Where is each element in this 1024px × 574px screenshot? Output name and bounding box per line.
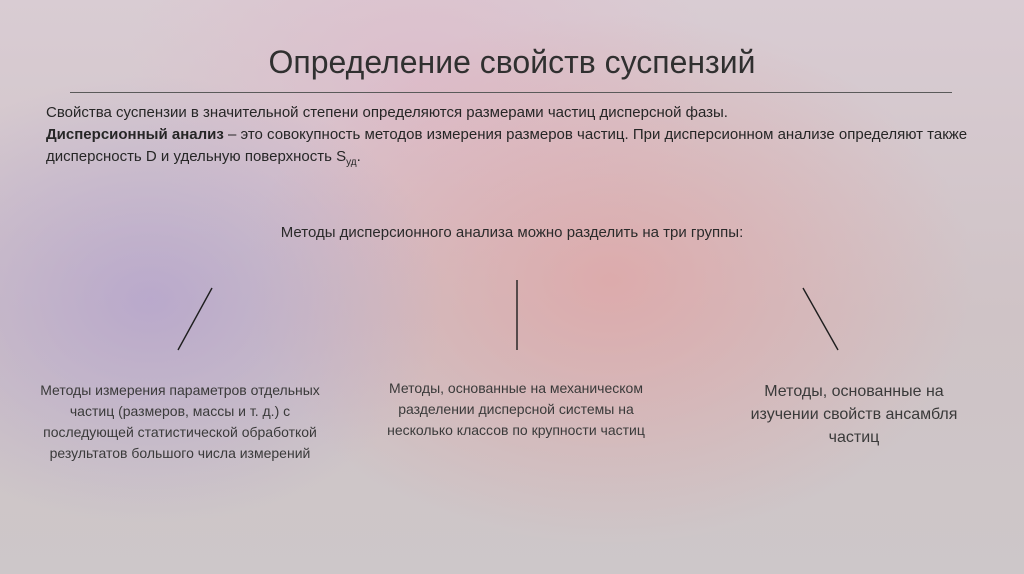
method-1-line: последующей статистической обработкой <box>43 424 317 440</box>
method-3-line: Методы, основанные на <box>764 383 944 400</box>
intro-term: Дисперсионный анализ <box>46 126 224 143</box>
method-1-line: частиц (размеров, массы и т. д.) с <box>69 403 291 419</box>
method-group-2 <box>346 378 686 441</box>
method-1-line: результатов большого числа измерений <box>49 445 311 461</box>
groups-heading: Методы дисперсионного анализа можно разделить на три группы: <box>280 224 744 241</box>
method-3-line: изучении свойств ансамбля <box>750 406 958 423</box>
intro-subscript: уд <box>346 157 357 168</box>
intro-definition: – это совокупность методов измерения размеров частиц. При дисперсионном анализе определяют также дисперсность D и удельную поверхность S <box>46 126 968 165</box>
page-title: Определение свойств суспензий <box>268 44 756 80</box>
connector-right <box>803 288 838 350</box>
method-2-line: несколько классов по крупности частиц <box>387 422 645 438</box>
intro-period: . <box>356 148 361 165</box>
method-3-line: частиц <box>828 429 880 446</box>
method-2-line: разделении дисперсной системы на <box>398 401 634 417</box>
method-2-line: Методы, основанные на механическом <box>389 380 643 396</box>
method-group-1 <box>0 380 360 464</box>
method-1-line: Методы измерения параметров отдельных <box>40 382 320 398</box>
connector-left <box>178 288 212 350</box>
intro-line-1: Свойства суспензии в значительной степени определяются размерами частиц дисперсной фазы. <box>46 104 728 121</box>
method-group-3 <box>690 380 1018 449</box>
